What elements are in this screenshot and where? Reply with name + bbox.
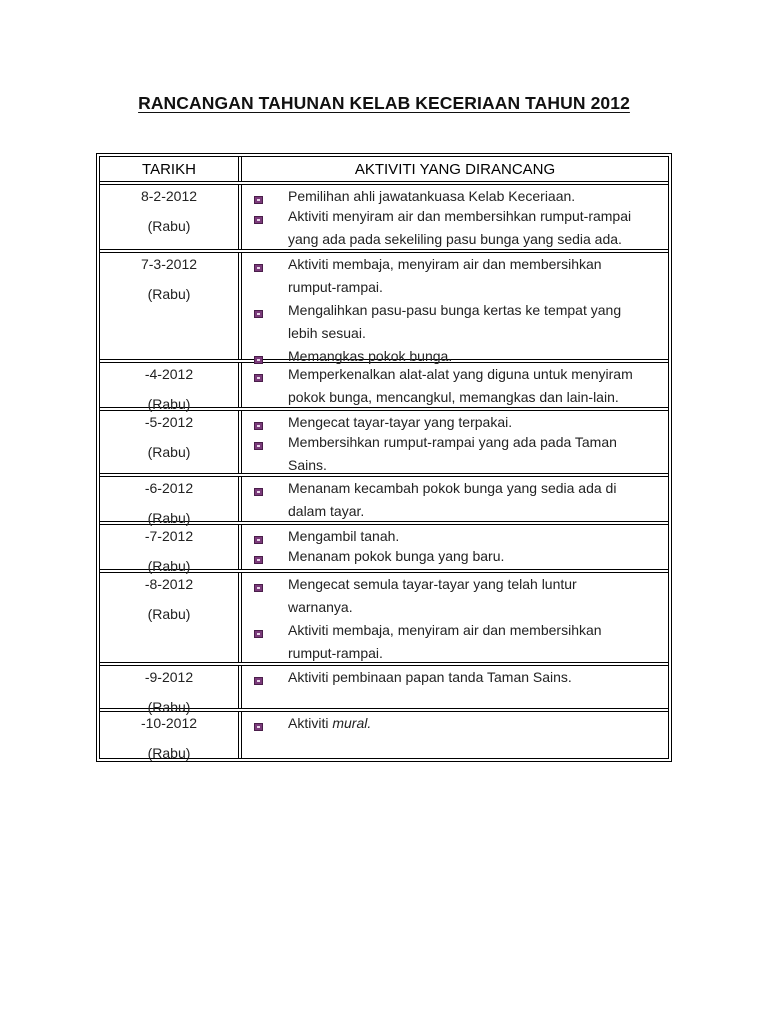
day-text: (Rabu) <box>147 699 191 715</box>
date-text: -5-2012 <box>144 414 194 430</box>
date-text: -4-2012 <box>144 366 194 382</box>
list-item <box>254 714 662 734</box>
activity-cell <box>242 253 668 364</box>
day-text: (Rabu) <box>147 606 191 622</box>
header-activity: AKTIVITI YANG DIRANCANG <box>354 161 556 178</box>
date-text: 7-3-2012 <box>140 256 198 272</box>
day-text: (Rabu) <box>147 286 191 302</box>
item-continuation-text: warnanya. <box>288 599 353 615</box>
bullet-icon <box>254 584 263 592</box>
day-text: (Rabu) <box>147 396 191 412</box>
item-text <box>288 621 602 667</box>
date-text: -9-2012 <box>144 669 194 685</box>
item-text <box>288 527 399 545</box>
table-row <box>100 666 668 715</box>
date-cell <box>100 185 242 249</box>
list-item <box>254 187 662 207</box>
bullet <box>254 187 288 207</box>
document-title <box>0 93 768 114</box>
bullet-icon <box>254 677 263 685</box>
item-text <box>288 255 602 301</box>
day-text: (Rabu) <box>147 218 191 234</box>
bullet <box>254 668 288 688</box>
item-main-text: Membersihkan rumput-rampai yang ada pada Taman <box>288 434 617 450</box>
bullet <box>254 575 288 595</box>
bullet <box>254 714 288 734</box>
bullet <box>254 207 288 227</box>
table-row <box>100 525 668 573</box>
item-text <box>288 575 577 621</box>
list-item <box>254 479 662 525</box>
item-continuation-text: yang ada pada sekeliling pasu bunga yang sedia ada. <box>288 231 622 247</box>
bullet <box>254 255 288 275</box>
bullet <box>254 547 288 567</box>
table-row <box>100 411 668 477</box>
item-italic-text: mural. <box>332 715 372 731</box>
item-main-text: Aktiviti pembinaan papan tanda Taman Sains. <box>288 669 572 685</box>
day-text: (Rabu) <box>147 745 191 761</box>
bullet-icon <box>254 422 263 430</box>
bullet-icon <box>254 536 263 544</box>
list-item <box>254 301 662 347</box>
item-main-text: Aktiviti membaja, menyiram air dan membersihkan <box>288 256 602 272</box>
date-cell <box>100 411 242 473</box>
item-continuation-text: Sains. <box>288 457 327 473</box>
bullet-icon <box>254 356 263 364</box>
activity-cell <box>242 712 668 758</box>
list-item <box>254 413 662 433</box>
item-main-text: Mengambil tanah. <box>288 528 400 544</box>
item-continuation-text: pokok bunga, mencangkul, memangkas dan lain-lain. <box>288 389 619 405</box>
date-cell <box>100 666 242 715</box>
item-main-text: Menanam pokok bunga yang baru. <box>288 548 505 564</box>
activity-table <box>96 153 672 762</box>
day-text: (Rabu) <box>147 510 191 526</box>
bullet <box>254 479 288 499</box>
item-main-text: Pemilihan ahli jawatankuasa Kelab Keceriaan. <box>288 188 576 204</box>
item-main-text: Memangkas pokok bunga. <box>288 348 453 364</box>
date-cell <box>100 712 242 761</box>
bullet <box>254 365 288 385</box>
item-text <box>288 413 512 431</box>
item-text <box>288 714 371 732</box>
item-text <box>288 301 621 347</box>
date-cell <box>100 253 242 359</box>
bullet-icon <box>254 196 263 204</box>
date-text: -10-2012 <box>140 715 198 731</box>
bullet-icon <box>254 264 263 272</box>
item-text <box>288 479 616 525</box>
bullet <box>254 301 288 321</box>
date-text: -8-2012 <box>144 576 194 592</box>
bullet <box>254 413 288 433</box>
item-main-text: Aktiviti membaja, menyiram air dan membersihkan <box>288 622 602 638</box>
item-text <box>288 365 633 411</box>
list-item <box>254 527 662 547</box>
item-continuation-text: lebih sesuai. <box>288 325 366 341</box>
bullet-icon <box>254 442 263 450</box>
bullet <box>254 527 288 547</box>
bullet-icon <box>254 310 263 318</box>
list-item <box>254 668 662 688</box>
list-item <box>254 621 662 667</box>
table-row <box>100 477 668 525</box>
activity-cell <box>242 573 668 662</box>
bullet-icon <box>254 488 263 496</box>
item-main-text: Aktiviti <box>288 715 333 731</box>
item-main-text: Menanam kecambah pokok bunga yang sedia ada di <box>288 480 617 496</box>
activity-cell <box>242 666 668 708</box>
activity-cell <box>242 525 668 569</box>
item-continuation-text: rumput-rampai. <box>288 279 383 295</box>
day-text: (Rabu) <box>147 444 191 460</box>
list-item <box>254 575 662 621</box>
table-row <box>100 712 668 761</box>
list-item <box>254 547 662 567</box>
bullet-icon <box>254 216 263 224</box>
header-date: TARIKH <box>100 157 242 181</box>
date-text: -6-2012 <box>144 480 194 496</box>
item-text <box>288 207 631 253</box>
item-main-text: Mengecat semula tayar-tayar yang telah luntur <box>288 576 577 592</box>
bullet <box>254 433 288 453</box>
list-item <box>254 365 662 411</box>
item-main-text: Memperkenalkan alat-alat yang diguna untuk menyiram <box>288 366 633 382</box>
date-cell <box>100 573 242 662</box>
activity-cell <box>242 411 668 473</box>
date-text: -7-2012 <box>144 528 194 544</box>
title-text: RANCANGAN TAHUNAN KELAB KECERIAAN TAHUN 2012 <box>138 93 630 113</box>
list-item <box>254 255 662 301</box>
date-cell <box>100 363 242 412</box>
date-cell <box>100 525 242 574</box>
list-item <box>254 433 662 479</box>
table-header-row <box>100 157 668 185</box>
item-continuation-text: dalam tayar. <box>288 503 365 519</box>
table-row <box>100 253 668 363</box>
bullet-icon <box>254 723 263 731</box>
activity-cell <box>242 363 668 407</box>
day-text: (Rabu) <box>147 558 191 574</box>
bullet <box>254 621 288 641</box>
item-text <box>288 547 504 565</box>
item-main-text: Mengecat tayar-tayar yang terpakai. <box>288 414 513 430</box>
table-row <box>100 573 668 666</box>
item-main-text: Mengalihkan pasu-pasu bunga kertas ke tempat yang <box>288 302 622 318</box>
date-cell <box>100 477 242 526</box>
activity-cell <box>242 185 668 249</box>
bullet-icon <box>254 556 263 564</box>
item-text <box>288 668 572 686</box>
activity-cell <box>242 477 668 521</box>
date-text: 8-2-2012 <box>140 188 198 204</box>
table-row <box>100 363 668 411</box>
item-continuation-text: rumput-rampai. <box>288 645 383 661</box>
list-item <box>254 207 662 253</box>
item-main-text: Aktiviti menyiram air dan membersihkan rumput-rampai <box>288 208 632 224</box>
item-text <box>288 433 617 479</box>
item-text <box>288 187 575 205</box>
table-row <box>100 185 668 253</box>
bullet-icon <box>254 630 263 638</box>
bullet-icon <box>254 374 263 382</box>
